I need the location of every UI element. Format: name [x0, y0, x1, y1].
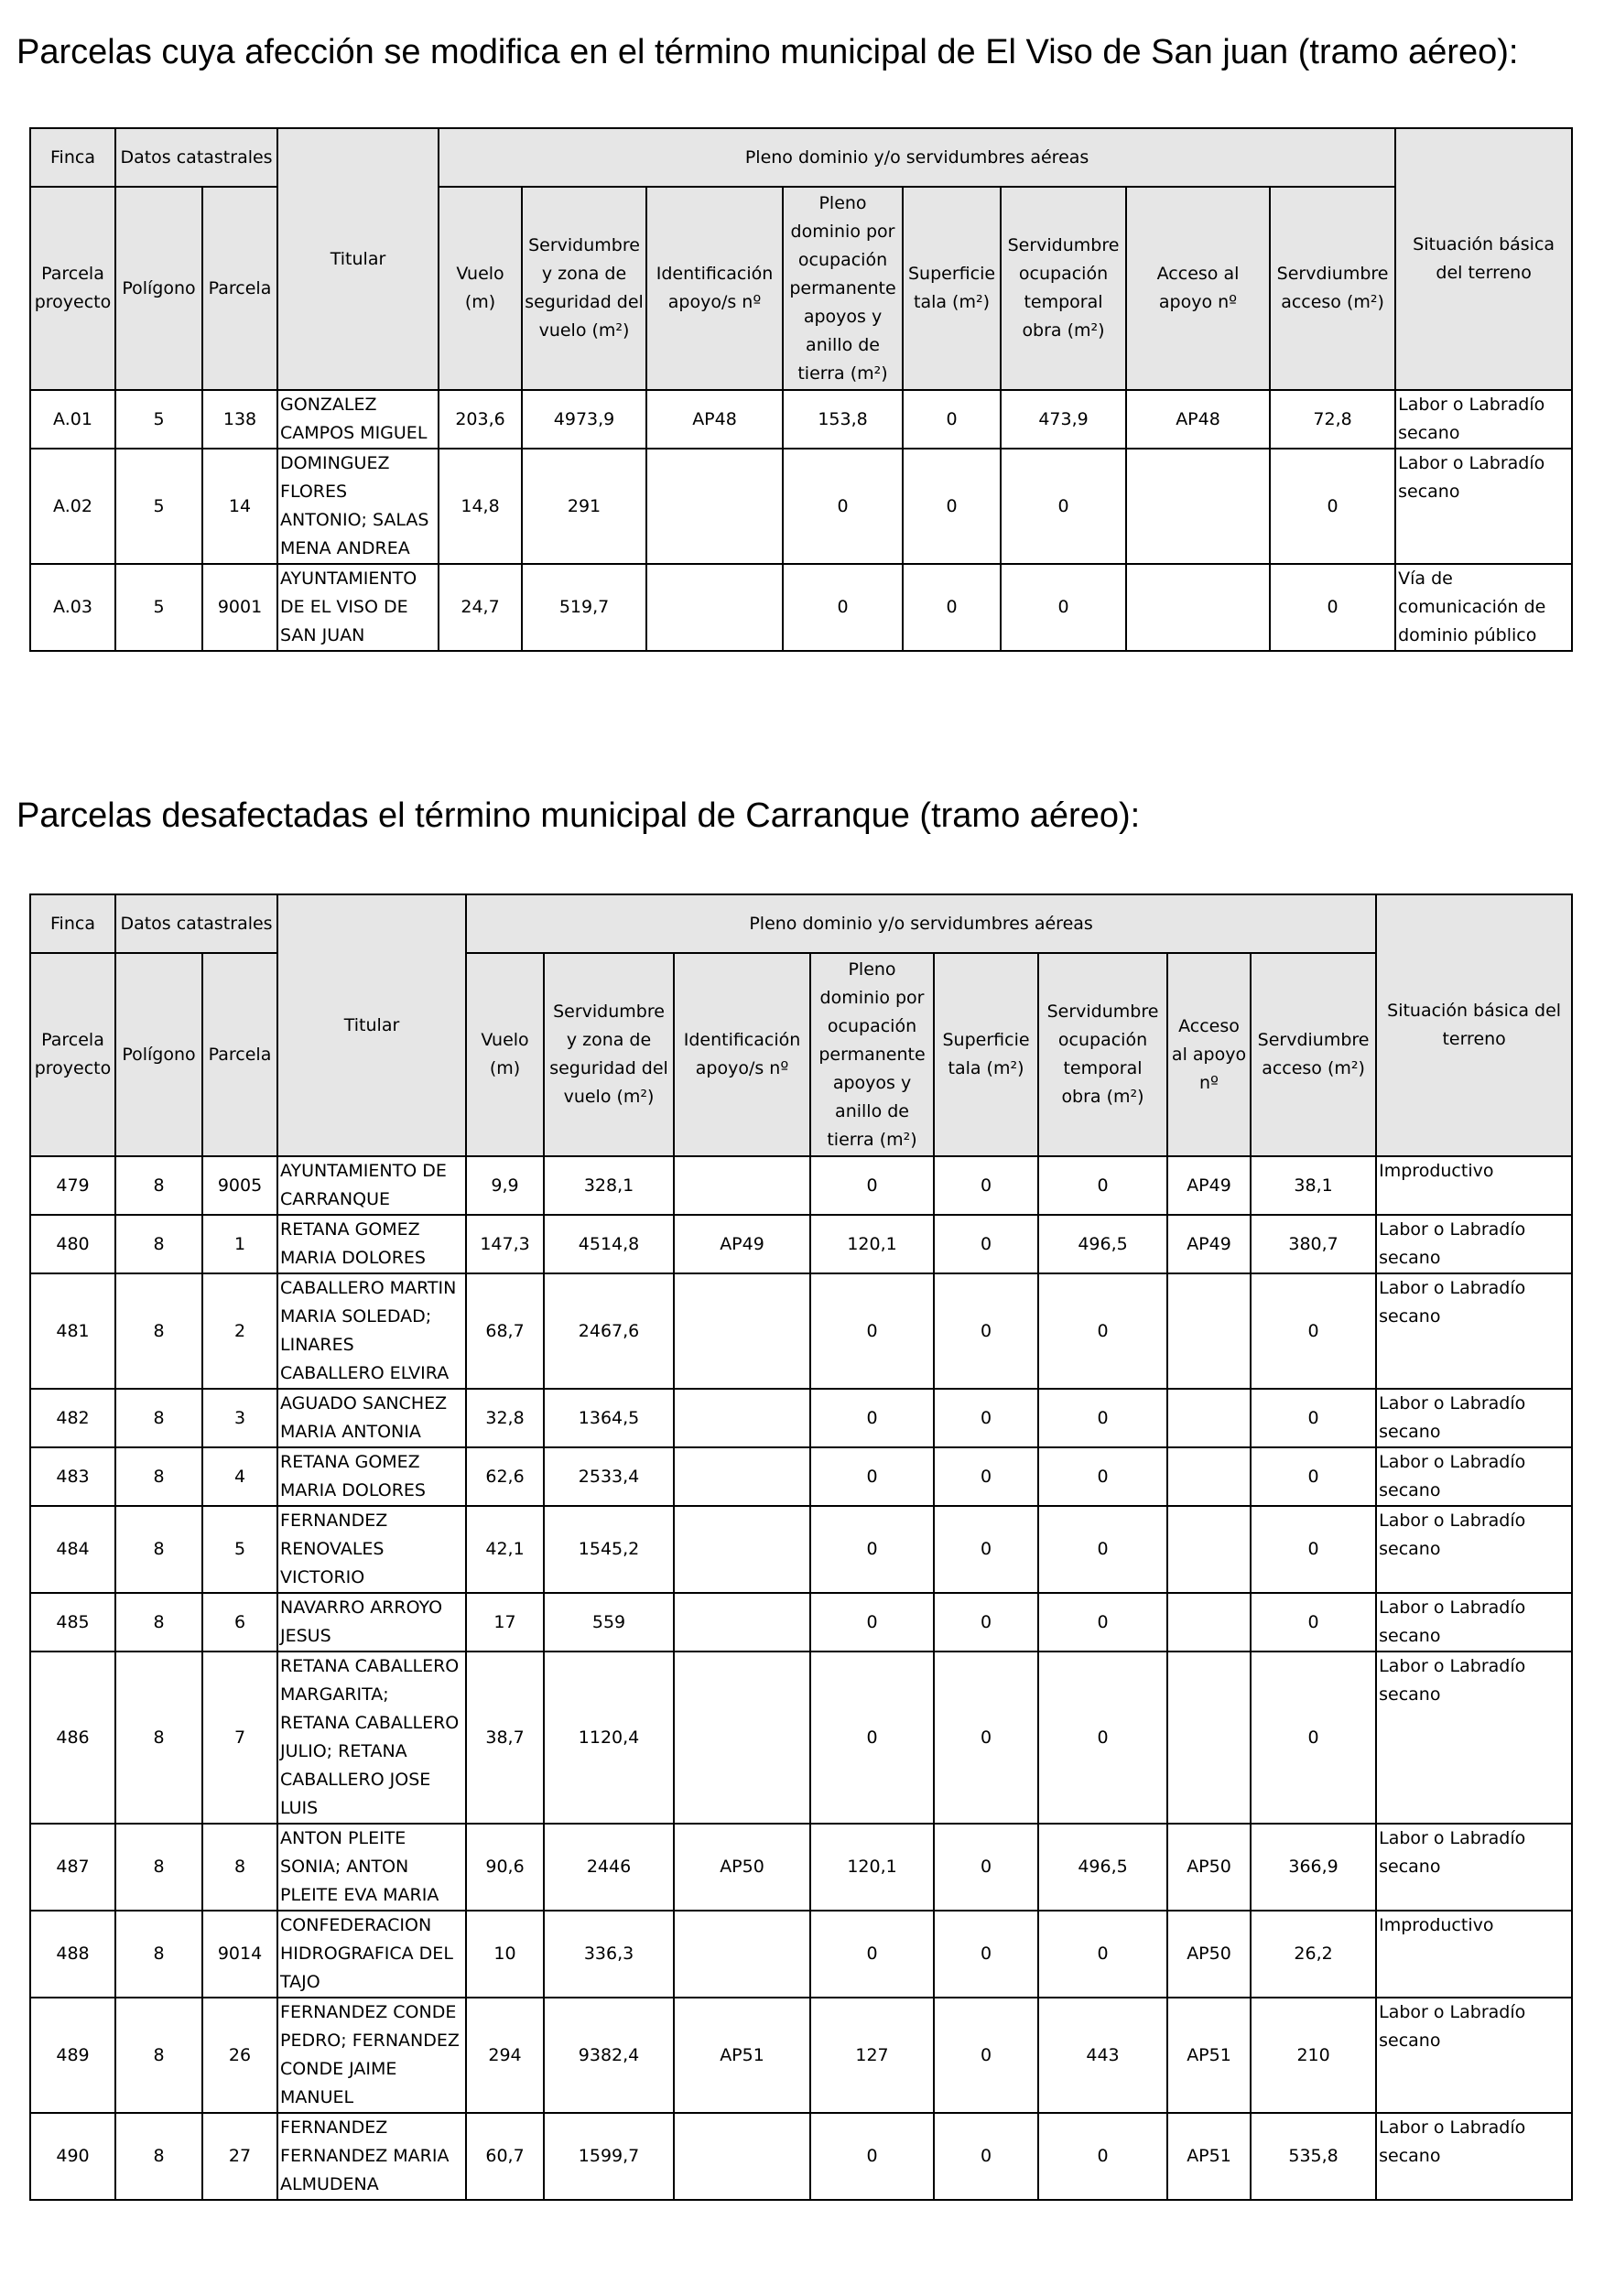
cell-superficie-tala: 0: [934, 1447, 1038, 1506]
cell-poligono: 8: [115, 1156, 202, 1215]
cell-superficie-tala: 0: [903, 449, 1001, 564]
cell-parcela: 1: [202, 1215, 277, 1273]
cell-superficie-tala: 0: [934, 1389, 1038, 1447]
cell-servidumbre-temporal: 0: [1038, 2113, 1167, 2200]
cell-titular: FERNANDEZ RENOVALES VICTORIO: [277, 1506, 466, 1593]
cell-servidumbre-acceso: 0: [1251, 1447, 1376, 1506]
cell-titular: ANTON PLEITE SONIA; ANTON PLEITE EVA MARIA: [277, 1824, 466, 1911]
cell-vuelo: 203,6: [439, 390, 522, 449]
cell-situacion: Labor o Labradío secano: [1376, 1215, 1572, 1273]
cell-poligono: 8: [115, 1389, 202, 1447]
cell-titular: CABALLERO MARTIN MARIA SOLEDAD; LINARES CABALLERO ELVIRA: [277, 1273, 466, 1389]
cell-servidumbre-acceso: 210: [1251, 1998, 1376, 2113]
cell-vuelo: 90,6: [466, 1824, 544, 1911]
cell-finca: 480: [30, 1215, 115, 1273]
cell-servidumbre-temporal: 0: [1038, 1273, 1167, 1389]
cell-servidumbre-vuelo: 559: [544, 1593, 674, 1652]
cell-identificacion-apoyo: [674, 1652, 810, 1824]
cell-servidumbre-temporal: 473,9: [1001, 390, 1126, 449]
cell-situacion: Labor o Labradío secano: [1376, 1389, 1572, 1447]
cell-titular: RETANA CABALLERO MARGARITA; RETANA CABALLERO JULIO; RETANA CABALLERO JOSE LUIS: [277, 1652, 466, 1824]
header-identificacion: Identificación apoyo/s nº: [646, 187, 783, 390]
cell-acceso-apoyo: [1167, 1389, 1251, 1447]
cell-pleno-dominio: 153,8: [783, 390, 903, 449]
cell-finca: A.03: [30, 564, 115, 651]
table-row: [30, 1506, 1572, 1593]
cell-superficie-tala: 0: [934, 1506, 1038, 1593]
cell-vuelo: 14,8: [439, 449, 522, 564]
cell-poligono: 8: [115, 1273, 202, 1389]
cell-vuelo: 17: [466, 1593, 544, 1652]
cell-titular: FERNANDEZ CONDE PEDRO; FERNANDEZ CONDE JAIME MANUEL: [277, 1998, 466, 2113]
cell-parcela: 3: [202, 1389, 277, 1447]
cell-finca: 479: [30, 1156, 115, 1215]
cell-poligono: 8: [115, 1998, 202, 2113]
cell-identificacion-apoyo: AP51: [674, 1998, 810, 2113]
cell-parcela: 9005: [202, 1156, 277, 1215]
header-servidumbre-temporal: Servidumbre ocupación temporal obra (m²): [1001, 187, 1126, 390]
cell-identificacion-apoyo: AP49: [674, 1215, 810, 1273]
cell-situacion: Vía de comunicación de dominio público: [1395, 564, 1572, 651]
cell-superficie-tala: 0: [934, 1156, 1038, 1215]
cell-titular: AGUADO SANCHEZ MARIA ANTONIA: [277, 1389, 466, 1447]
cell-finca: A.01: [30, 390, 115, 449]
cell-finca: 484: [30, 1506, 115, 1593]
cell-pleno-dominio: 0: [783, 564, 903, 651]
header-situacion: Situación básica del terreno: [1395, 128, 1572, 390]
table-row: [30, 1215, 1572, 1273]
cell-servidumbre-temporal: 0: [1038, 1652, 1167, 1824]
header-superficie-tala: Superficie tala (m²): [934, 953, 1038, 1156]
cell-acceso-apoyo: AP50: [1167, 1911, 1251, 1998]
cell-poligono: 5: [115, 449, 202, 564]
cell-situacion: Labor o Labradío secano: [1376, 2113, 1572, 2200]
cell-vuelo: 9,9: [466, 1156, 544, 1215]
cell-superficie-tala: 0: [903, 390, 1001, 449]
cell-superficie-tala: 0: [934, 1911, 1038, 1998]
cell-superficie-tala: 0: [934, 1593, 1038, 1652]
cell-pleno-dominio: 0: [810, 1156, 934, 1215]
cell-vuelo: 68,7: [466, 1273, 544, 1389]
cell-servidumbre-vuelo: 1120,4: [544, 1652, 674, 1824]
cell-acceso-apoyo: AP51: [1167, 2113, 1251, 2200]
table-row: [30, 1273, 1572, 1389]
cell-situacion: Labor o Labradío secano: [1376, 1593, 1572, 1652]
cell-pleno-dominio: 0: [810, 1911, 934, 1998]
section1-title: Parcelas cuya afección se modifica en el término municipal de El Viso de San juan (tramo aéreo):: [16, 33, 1519, 71]
cell-acceso-apoyo: [1167, 1593, 1251, 1652]
header-finca: Finca: [30, 894, 115, 953]
cell-servidumbre-temporal: 0: [1038, 1506, 1167, 1593]
cell-superficie-tala: 0: [934, 1273, 1038, 1389]
cell-servidumbre-acceso: 72,8: [1270, 390, 1395, 449]
cell-servidumbre-vuelo: 9382,4: [544, 1998, 674, 2113]
cell-identificacion-apoyo: [674, 1911, 810, 1998]
cell-acceso-apoyo: [1126, 449, 1270, 564]
cell-identificacion-apoyo: AP50: [674, 1824, 810, 1911]
cell-vuelo: 60,7: [466, 2113, 544, 2200]
cell-superficie-tala: 0: [903, 564, 1001, 651]
cell-finca: 489: [30, 1998, 115, 2113]
cell-pleno-dominio: 0: [810, 2113, 934, 2200]
cell-servidumbre-acceso: 0: [1251, 1652, 1376, 1824]
cell-parcela: 4: [202, 1447, 277, 1506]
header-datos-catastrales: Datos catastrales: [115, 128, 277, 187]
cell-parcela: 27: [202, 2113, 277, 2200]
cell-vuelo: 147,3: [466, 1215, 544, 1273]
cell-identificacion-apoyo: [674, 1447, 810, 1506]
header-acceso-apoyo: Acceso al apoyo nº: [1126, 187, 1270, 390]
table-row: [30, 1998, 1572, 2113]
cell-pleno-dominio: 0: [810, 1273, 934, 1389]
cell-servidumbre-vuelo: 1545,2: [544, 1506, 674, 1593]
cell-acceso-apoyo: [1126, 564, 1270, 651]
header-servidumbre-vuelo: Servidumbre y zona de seguridad del vuelo (m²): [544, 953, 674, 1156]
cell-situacion: Improductivo: [1376, 1911, 1572, 1998]
cell-poligono: 8: [115, 1824, 202, 1911]
header-parcela: Parcela: [202, 953, 277, 1156]
header-servidumbre-acceso: Servdiumbre acceso (m²): [1270, 187, 1395, 390]
cell-superficie-tala: 0: [934, 1215, 1038, 1273]
cell-finca: 488: [30, 1911, 115, 1998]
table-row: [30, 564, 1572, 651]
cell-identificacion-apoyo: [646, 449, 783, 564]
cell-situacion: Labor o Labradío secano: [1376, 1652, 1572, 1824]
cell-servidumbre-acceso: 0: [1251, 1506, 1376, 1593]
cell-superficie-tala: 0: [934, 1652, 1038, 1824]
cell-vuelo: 62,6: [466, 1447, 544, 1506]
cell-servidumbre-vuelo: 519,7: [522, 564, 646, 651]
cell-situacion: Labor o Labradío secano: [1376, 1273, 1572, 1389]
header-poligono: Polígono: [115, 187, 202, 390]
cell-servidumbre-vuelo: 2533,4: [544, 1447, 674, 1506]
cell-finca: 481: [30, 1273, 115, 1389]
cell-situacion: Improductivo: [1376, 1156, 1572, 1215]
cell-parcela: 9001: [202, 564, 277, 651]
cell-pleno-dominio: 0: [810, 1506, 934, 1593]
header-vuelo: Vuelo (m): [466, 953, 544, 1156]
cell-poligono: 8: [115, 2113, 202, 2200]
cell-servidumbre-acceso: 0: [1270, 449, 1395, 564]
cell-poligono: 8: [115, 1652, 202, 1824]
cell-finca: 486: [30, 1652, 115, 1824]
cell-poligono: 5: [115, 564, 202, 651]
cell-parcela: 26: [202, 1998, 277, 2113]
cell-situacion: Labor o Labradío secano: [1376, 1506, 1572, 1593]
cell-identificacion-apoyo: [646, 564, 783, 651]
cell-servidumbre-acceso: 380,7: [1251, 1215, 1376, 1273]
cell-poligono: 8: [115, 1911, 202, 1998]
cell-servidumbre-acceso: 0: [1270, 564, 1395, 651]
header-parcela-proyecto: Parcela proyecto: [30, 953, 115, 1156]
cell-acceso-apoyo: [1167, 1652, 1251, 1824]
cell-servidumbre-vuelo: 4973,9: [522, 390, 646, 449]
cell-poligono: 8: [115, 1506, 202, 1593]
cell-situacion: Labor o Labradío secano: [1395, 390, 1572, 449]
cell-identificacion-apoyo: AP48: [646, 390, 783, 449]
header-superficie-tala: Superficie tala (m²): [903, 187, 1001, 390]
cell-titular: FERNANDEZ FERNANDEZ MARIA ALMUDENA: [277, 2113, 466, 2200]
header-acceso-apoyo: Acceso al apoyo nº: [1167, 953, 1251, 1156]
cell-vuelo: 38,7: [466, 1652, 544, 1824]
table-row: [30, 1156, 1572, 1215]
cell-acceso-apoyo: AP49: [1167, 1215, 1251, 1273]
cell-pleno-dominio: 0: [810, 1447, 934, 1506]
parcels-table-el-viso: [29, 127, 1573, 652]
cell-vuelo: 42,1: [466, 1506, 544, 1593]
header-titular: Titular: [277, 894, 466, 1156]
section2-title: Parcelas desafectadas el término municipal de Carranque (tramo aéreo):: [16, 796, 1141, 835]
cell-parcela: 2: [202, 1273, 277, 1389]
header-servidumbre-acceso: Servdiumbre acceso (m²): [1251, 953, 1376, 1156]
cell-titular: AYUNTAMIENTO DE CARRANQUE: [277, 1156, 466, 1215]
cell-acceso-apoyo: [1167, 1273, 1251, 1389]
cell-identificacion-apoyo: [674, 1389, 810, 1447]
cell-servidumbre-acceso: 26,2: [1251, 1911, 1376, 1998]
cell-servidumbre-temporal: 496,5: [1038, 1824, 1167, 1911]
header-pleno-ocupacion: Pleno dominio por ocupación permanente apoyos y anillo de tierra (m²): [810, 953, 934, 1156]
cell-vuelo: 10: [466, 1911, 544, 1998]
cell-situacion: Labor o Labradío secano: [1376, 1447, 1572, 1506]
cell-titular: AYUNTAMIENTO DE EL VISO DE SAN JUAN: [277, 564, 439, 651]
table-row: [30, 1389, 1572, 1447]
table-row: [30, 1652, 1572, 1824]
header-servidumbre-vuelo: Servidumbre y zona de seguridad del vuelo (m²): [522, 187, 646, 390]
cell-poligono: 8: [115, 1215, 202, 1273]
cell-servidumbre-vuelo: 2446: [544, 1824, 674, 1911]
cell-acceso-apoyo: AP50: [1167, 1824, 1251, 1911]
cell-finca: A.02: [30, 449, 115, 564]
table-row: [30, 2113, 1572, 2200]
cell-identificacion-apoyo: [674, 2113, 810, 2200]
cell-identificacion-apoyo: [674, 1506, 810, 1593]
cell-servidumbre-acceso: 366,9: [1251, 1824, 1376, 1911]
cell-parcela: 7: [202, 1652, 277, 1824]
cell-servidumbre-temporal: 0: [1001, 449, 1126, 564]
cell-titular: NAVARRO ARROYO JESUS: [277, 1593, 466, 1652]
header-parcela-proyecto: Parcela proyecto: [30, 187, 115, 390]
cell-pleno-dominio: 0: [783, 449, 903, 564]
cell-servidumbre-temporal: 443: [1038, 1998, 1167, 2113]
table-row: [30, 449, 1572, 564]
header-pleno-ocupacion: Pleno dominio por ocupación permanente apoyos y anillo de tierra (m²): [783, 187, 903, 390]
cell-poligono: 8: [115, 1447, 202, 1506]
cell-servidumbre-acceso: 0: [1251, 1273, 1376, 1389]
cell-superficie-tala: 0: [934, 1824, 1038, 1911]
cell-acceso-apoyo: AP49: [1167, 1156, 1251, 1215]
cell-servidumbre-temporal: 0: [1038, 1447, 1167, 1506]
cell-parcela: 6: [202, 1593, 277, 1652]
header-identificacion: Identificación apoyo/s nº: [674, 953, 810, 1156]
cell-parcela: 5: [202, 1506, 277, 1593]
cell-pleno-dominio: 0: [810, 1652, 934, 1824]
cell-pleno-dominio: 0: [810, 1593, 934, 1652]
header-titular: Titular: [277, 128, 439, 390]
cell-servidumbre-temporal: 0: [1038, 1911, 1167, 1998]
cell-pleno-dominio: 127: [810, 1998, 934, 2113]
cell-vuelo: 32,8: [466, 1389, 544, 1447]
header-finca: Finca: [30, 128, 115, 187]
cell-acceso-apoyo: AP48: [1126, 390, 1270, 449]
cell-servidumbre-temporal: 0: [1038, 1156, 1167, 1215]
cell-identificacion-apoyo: [674, 1156, 810, 1215]
cell-finca: 482: [30, 1389, 115, 1447]
cell-parcela: 138: [202, 390, 277, 449]
table-row: [30, 1593, 1572, 1652]
cell-servidumbre-vuelo: 2467,6: [544, 1273, 674, 1389]
cell-superficie-tala: 0: [934, 1998, 1038, 2113]
cell-poligono: 8: [115, 1593, 202, 1652]
parcels-table-carranque: [29, 893, 1573, 2201]
cell-parcela: 14: [202, 449, 277, 564]
table-row: [30, 1447, 1572, 1506]
table-row: [30, 1824, 1572, 1911]
cell-pleno-dominio: 0: [810, 1389, 934, 1447]
cell-servidumbre-temporal: 496,5: [1038, 1215, 1167, 1273]
cell-acceso-apoyo: [1167, 1447, 1251, 1506]
cell-titular: GONZALEZ CAMPOS MIGUEL: [277, 390, 439, 449]
cell-situacion: Labor o Labradío secano: [1376, 1824, 1572, 1911]
cell-finca: 485: [30, 1593, 115, 1652]
cell-parcela: 8: [202, 1824, 277, 1911]
table-row: [30, 390, 1572, 449]
cell-servidumbre-vuelo: 1599,7: [544, 2113, 674, 2200]
cell-finca: 483: [30, 1447, 115, 1506]
cell-servidumbre-acceso: 0: [1251, 1593, 1376, 1652]
cell-servidumbre-vuelo: 336,3: [544, 1911, 674, 1998]
cell-parcela: 9014: [202, 1911, 277, 1998]
table-row: [30, 1911, 1572, 1998]
cell-situacion: Labor o Labradío secano: [1395, 449, 1572, 564]
cell-identificacion-apoyo: [674, 1593, 810, 1652]
cell-titular: RETANA GOMEZ MARIA DOLORES: [277, 1447, 466, 1506]
cell-servidumbre-vuelo: 328,1: [544, 1156, 674, 1215]
cell-servidumbre-acceso: 38,1: [1251, 1156, 1376, 1215]
cell-vuelo: 24,7: [439, 564, 522, 651]
header-servidumbre-temporal: Servidumbre ocupación temporal obra (m²): [1038, 953, 1167, 1156]
header-situacion: Situación básica del terreno: [1376, 894, 1572, 1156]
cell-situacion: Labor o Labradío secano: [1376, 1998, 1572, 2113]
header-datos-catastrales: Datos catastrales: [115, 894, 277, 953]
cell-finca: 487: [30, 1824, 115, 1911]
cell-acceso-apoyo: AP51: [1167, 1998, 1251, 2113]
cell-servidumbre-vuelo: 291: [522, 449, 646, 564]
cell-servidumbre-temporal: 0: [1038, 1389, 1167, 1447]
cell-titular: CONFEDERACION HIDROGRAFICA DEL TAJO: [277, 1911, 466, 1998]
cell-servidumbre-vuelo: 4514,8: [544, 1215, 674, 1273]
cell-servidumbre-acceso: 0: [1251, 1389, 1376, 1447]
cell-acceso-apoyo: [1167, 1506, 1251, 1593]
cell-servidumbre-acceso: 535,8: [1251, 2113, 1376, 2200]
cell-identificacion-apoyo: [674, 1273, 810, 1389]
cell-poligono: 5: [115, 390, 202, 449]
header-vuelo: Vuelo (m): [439, 187, 522, 390]
header-pleno-dominio: Pleno dominio y/o servidumbres aéreas: [439, 128, 1395, 187]
cell-finca: 490: [30, 2113, 115, 2200]
cell-titular: RETANA GOMEZ MARIA DOLORES: [277, 1215, 466, 1273]
cell-servidumbre-temporal: 0: [1001, 564, 1126, 651]
cell-servidumbre-temporal: 0: [1038, 1593, 1167, 1652]
header-parcela: Parcela: [202, 187, 277, 390]
cell-superficie-tala: 0: [934, 2113, 1038, 2200]
header-poligono: Polígono: [115, 953, 202, 1156]
cell-servidumbre-vuelo: 1364,5: [544, 1389, 674, 1447]
header-pleno-dominio: Pleno dominio y/o servidumbres aéreas: [466, 894, 1376, 953]
cell-vuelo: 294: [466, 1998, 544, 2113]
cell-titular: DOMINGUEZ FLORES ANTONIO; SALAS MENA ANDREA: [277, 449, 439, 564]
cell-pleno-dominio: 120,1: [810, 1215, 934, 1273]
cell-pleno-dominio: 120,1: [810, 1824, 934, 1911]
